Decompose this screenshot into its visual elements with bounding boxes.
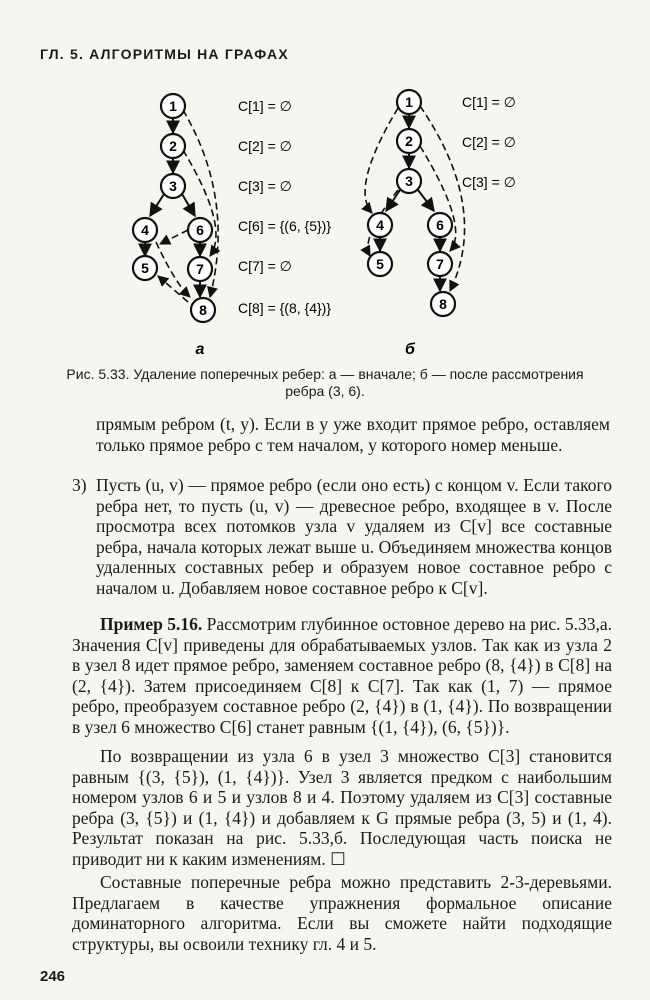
label-a-c6: C[6] = {(6, {5})} [238,218,332,234]
svg-text:2: 2 [405,133,413,149]
node-a-6 [188,218,212,242]
node-a-8 [191,298,215,322]
svg-text:8: 8 [199,302,207,318]
paragraph-continuation: прямым ребром (t, y). Если в y уже входит прямое ребро, оставляем только прямое ребро с тем началом, у которого номер меньше. [96,414,610,455]
svg-text:3: 3 [405,173,413,189]
label-b-c1: C[1] = ∅ [462,94,516,110]
node-a-4 [133,218,157,242]
svg-text:5: 5 [376,256,384,272]
label-b-c2: C[2] = ∅ [462,134,516,150]
list-item-3 [72,475,612,599]
svg-text:4: 4 [141,222,149,238]
svg-text:7: 7 [196,261,204,277]
svg-text:3: 3 [169,178,177,194]
figure-5-33 [0,78,650,368]
svg-text:1: 1 [405,94,413,110]
svg-text:1: 1 [169,98,177,114]
node-a-7 [188,257,212,281]
label-b-c3: C[3] = ∅ [462,174,516,190]
label-a-c8: C[8] = {(8, {4})} [238,300,332,316]
svg-text:2: 2 [169,138,177,154]
caption-line-1: Рис. 5.33. Удаление поперечных ребер: а — вначале; б — после рассмотрения [66,366,584,382]
paragraph-result: По возвращении из узла 6 в узел 3 множество C[3] становится равным {(3, {5}), (1, {4})}. Узел 3 является предком с наибольшим номером узлов 6 и 5 и узлов 8 и 4. Поэтому удаляем из C[3] составные ребра (3, {5}) и (1, {4}) и добавляем к G прямые ребра (3, 5) и (1, 4). Результат показан на рис. 5.33,б. Последующая часть поиска не приводит ни к каким изменениям. ☐ [72,746,612,869]
label-a-c7: C[7] = ∅ [238,258,292,274]
caption-line-2: ребра (3, 6). [285,383,365,399]
example-text: Рассмотрим глубинное остовное дерево на рис. 5.33,а. Значения C[v] приведены для обрабатываемых узлов. Так как из узла 2 в узел 8 идет прямое ребро, заменяем составное ребро (8, {4}) в C[8] на (2, {4}). Затем присоединяем C[8] к C[7]. Так как (1, 7) — прямое ребро, преобразуем составное ребро (2, {4}) в (1, {4}). По возвращении в узел 6 множество C[6] станет равным {(1, {4}), (6, {5})}. [72,614,613,737]
list-item-number: 3) [72,475,87,495]
graph-a [133,94,331,358]
svg-text:7: 7 [436,256,444,272]
svg-text:6: 6 [196,222,204,238]
svg-text:6: 6 [436,217,444,233]
sublabel-a: а [195,341,205,358]
svg-text:8: 8 [439,296,447,312]
node-b-3 [397,169,421,193]
node-a-2 [161,134,185,158]
node-a-1 [161,94,185,118]
node-a-3 [161,174,185,198]
node-b-8 [431,292,455,316]
node-b-1 [397,90,421,114]
node-b-2 [397,129,421,153]
example-paragraph [72,614,612,738]
list-item-text: Пусть (u, v) — прямое ребро (если оно есть) с концом v. Если такого ребра нет, то пусть (u, v) — древесное ребро, входящее в v. После просмотра всех потомков узла v удаляем из C[v] все составные ребра, начала которых лежат выше u. Объединяем множества концов удаленных составных ребер и образуем новое составное ребро с началом u. Добавляем новое составное ребро к C[v]. [96,475,612,598]
example-title: Пример 5.16. [100,614,203,634]
paragraph-closing: Составные поперечные ребра можно представить 2-3-деревьями. Предлагаем в качестве упражнения формальное описание доминаторного алгоритма. Если вы сможете найти подходящие структуры, вы освоили технику гл. 4 и 5. [72,872,612,954]
figure-caption [40,366,610,400]
node-b-4 [368,213,392,237]
label-a-c2: C[2] = ∅ [238,138,292,154]
graph-b [365,90,516,358]
svg-text:4: 4 [376,217,384,233]
running-header: ГЛ. 5. АЛГОРИТМЫ НА ГРАФАХ [40,46,289,62]
label-a-c3: C[3] = ∅ [238,178,292,194]
label-a-c1: C[1] = ∅ [238,98,292,114]
node-b-6 [428,213,452,237]
node-b-7 [428,252,452,276]
page-number: 246 [40,968,66,985]
node-a-5 [133,256,157,280]
node-b-5 [368,252,392,276]
sublabel-b: б [405,341,415,358]
svg-text:5: 5 [141,260,149,276]
